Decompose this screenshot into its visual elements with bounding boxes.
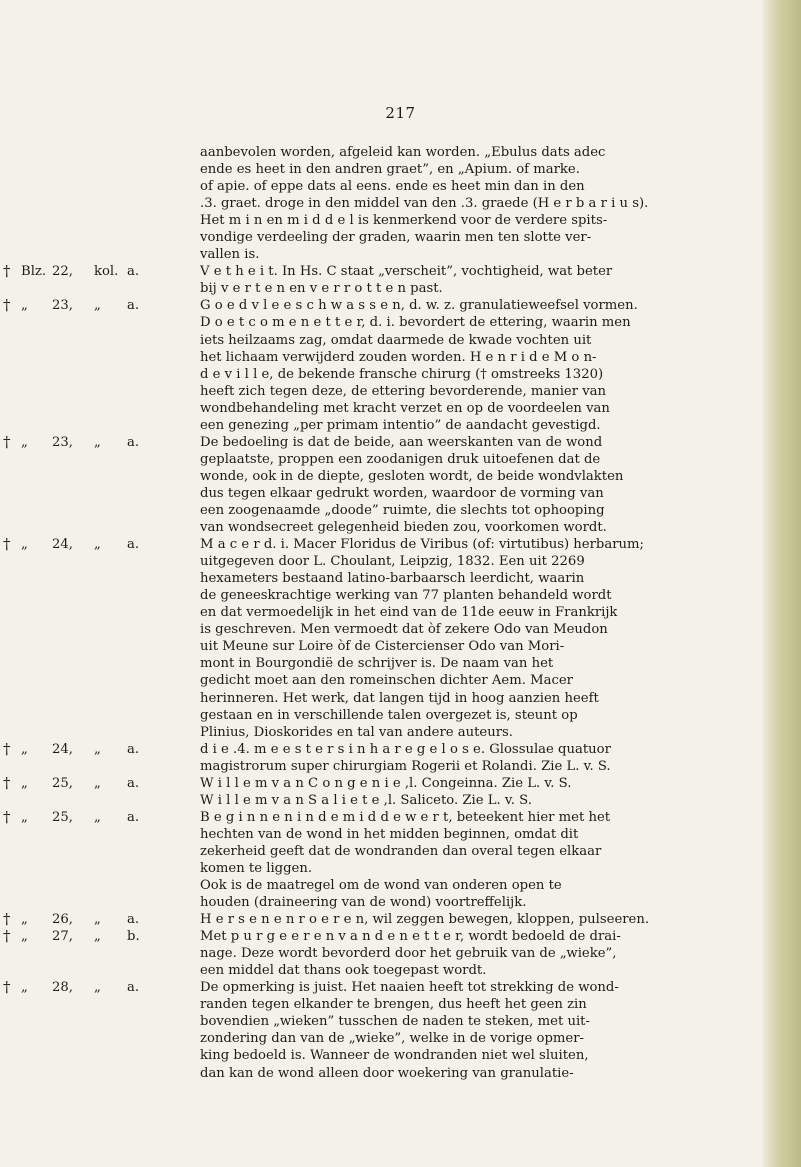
column-letter: b. [127,929,140,945]
text-line: gestaan en in verschillende talen overgezet is, steunt op [200,707,578,723]
column-ref: kol. [94,264,119,280]
text-line: uitgegeven door L. Choulant, Leipzig, 1832. Een uit 2269 [200,554,585,570]
column-letter: a. [127,775,140,791]
text-line: wonde, ook in de diepte, gesloten wordt, de beide wondvlakten [200,468,624,484]
text-line: randen tegen elkander te brengen, dus heeft het geen zin [200,997,587,1013]
dagger-mark: † [3,807,11,826]
text-line: G o e d v l e e s c h w a s s e n, d. w. z. granulatieweefsel vormen. [200,298,638,314]
column-ref: „ [94,980,101,996]
text-line: komen te liggen. [200,860,313,876]
page-ref: „ [21,537,28,553]
annotation-entry [200,144,742,263]
text-line: uit Meune sur Loire òf de Cistercienser Odo van Mori- [200,639,565,655]
column-letter: a. [127,980,140,996]
text-line: en dat vermoedelijk in het eind van de 11de eeuw in Frankrijk [200,605,618,621]
column-ref: „ [94,298,101,314]
text-line: houden (draineering van de wond) voortreffelijk. [200,895,527,911]
text-line: heeft zich tegen deze, de ettering bevorderende, manier van [200,383,607,399]
text-line: of apie. of eppe dats al eens. ende es heet min dan in den [200,179,585,195]
text-line: d i e .4. m e e s t e r s i n h a r e g e l o s e. Glossulae quatuor [200,741,611,757]
text-line: het lichaam verwijderd zouden worden. H e n r i d e M o n- [200,349,597,365]
page-ref: „ [21,912,28,928]
page-number: 217 [385,104,416,122]
annotation-entry [3,807,742,911]
text-line: De opmerking is juist. Het naaien heeft tot strekking de wond- [200,980,619,996]
annotation-entry [3,296,742,433]
text-line: D o e t c o m e n e t t e r, d. i. bevordert de ettering, waarin men [200,315,631,331]
text-line: mont in Bourgondië de schrijver is. De naam van het [200,656,554,672]
page-ref: „ [21,434,28,450]
text-line: bovendien „wieken” tusschen de naden te steken, met uit- [200,1014,590,1030]
column-ref: „ [94,775,101,791]
text-line: nage. Deze wordt bevorderd door het gebruik van de „wieke”, [200,946,617,962]
text-line: W i l l e m v a n C o n g e n i e ,l. Congeinna. Zie L. v. S. [200,775,572,791]
column-letter: a. [127,537,140,553]
page-number-ref: 27, [52,929,73,945]
text-line: d e v i l l e, de bekende fransche chirurg († omstreeks 1320) [200,366,604,382]
page-number-ref: 23, [52,434,73,450]
dagger-mark: † [3,978,11,997]
text-line: dus tegen elkaar gedrukt worden, waardoor de vorming van [200,485,604,501]
text-line: een genezing „per primam intentio” de aandacht gevestigd. [200,417,601,433]
text-line: is geschreven. Men vermoedt dat òf zekere Odo van Meudon [200,622,608,638]
page-ref: „ [21,809,28,825]
annotation-entry [3,432,742,536]
column-letter: a. [127,434,140,450]
text-line: Plinius, Dioskorides en tal van andere auteurs. [200,724,513,740]
text-line: V e t h e i t. In Hs. C staat „verscheit”, vochtigheid, wat beter [200,264,613,280]
text-line: king bedoeld is. Wanneer de wondranden niet wel sluiten, [200,1048,589,1064]
text-line: gedicht moet aan den romeinschen dichter Aem. Macer [200,673,573,689]
dagger-mark: † [3,910,11,929]
page-ref: „ [21,980,28,996]
page-number-ref: 24, [52,741,73,757]
text-line: H e r s e n e n r o e r e n, wil zeggen bewegen, kloppen, pulseeren. [200,912,650,928]
page-ref: „ [21,741,28,757]
annotation-entry [3,262,742,297]
dagger-mark: † [3,432,11,451]
page-number-ref: 24, [52,537,73,553]
text-line: vondige verdeeling der graden, waarin men ten slotte ver- [200,230,592,246]
page-number-ref: 26, [52,912,73,928]
column-letter: a. [127,809,140,825]
text-line: .3. graet. droge in den middel van den .3. graede (H e r b a r i u s). [200,196,649,212]
text-line: Ook is de maatregel om de wond van onderen open te [200,878,562,894]
column-letter: a. [127,298,140,314]
text-line: herinneren. Het werk, dat langen tijd in hoog aanzien heeft [200,690,599,706]
text-line: zekerheid geeft dat de wondranden dan overal tegen elkaar [200,843,602,859]
column-ref: „ [94,929,101,945]
dagger-mark: † [3,296,11,315]
annotation-entry [3,927,742,979]
page-number-ref: 25, [52,775,73,791]
text-line: De bedoeling is dat de beide, aan weerskanten van de wond [200,434,603,450]
text-line: iets heilzaams zag, omdat daarmede de kwade vochten uit [200,332,592,348]
annotation-entry [3,773,742,809]
page-ref: Blz. [21,264,47,280]
text-line: ende es heet in den andren graet”, en „Apium. of marke. [200,162,580,178]
page-ref: „ [21,298,28,314]
text-line: van wondsecreet gelegenheid bieden zou, voorkomen wordt. [200,520,607,536]
text-line: M a c e r d. i. Macer Floridus de Viribus (of: virtutibus) herbarum; [200,537,644,553]
page-number-ref: 22, [52,264,73,280]
dagger-mark: † [3,773,11,792]
text-line: W i l l e m v a n S a l i e t e ,l. Saliceto. Zie L. v. S. [200,792,532,808]
text-line: een middel dat thans ook toegepast wordt. [200,963,487,979]
text-line: zondering dan van de „wieke”, welke in de vorige opmer- [200,1031,584,1047]
dagger-mark: † [3,535,11,554]
text-line: B e g i n n e n i n d e m i d d e w e r t, beteekent hier met het [200,809,611,825]
page-ref: „ [21,775,28,791]
column-letter: a. [127,912,140,928]
dagger-mark: † [3,927,11,946]
column-ref: „ [94,434,101,450]
text-line: vallen is. [200,247,260,263]
text-line: hexameters bestaand latino-barbaarsch leerdicht, waarin [200,571,585,587]
column-ref: „ [94,537,101,553]
column-ref: „ [94,809,101,825]
text-line: magistrorum super chirurgiam Rogerii et Rolandi. Zie L. v. S. [200,758,611,774]
text-line: geplaatste, proppen een zoodanigen druk uitoefenen dat de [200,451,601,467]
annotations-body [0,144,760,1082]
page-number-ref: 25, [52,809,73,825]
column-ref: „ [94,741,101,757]
page-number-ref: 28, [52,980,73,996]
text-line: een zoogenaamde „doode” ruimte, die slechts tot ophooping [200,502,605,518]
text-line: aanbevolen worden, afgeleid kan worden. „Ebulus dats adec [200,145,606,160]
text-line: Met p u r g e e r e n v a n d e n e t t e r, wordt bedoeld de drai- [200,929,621,945]
dagger-mark: † [3,739,11,758]
column-ref: „ [94,912,101,928]
column-letter: a. [127,264,140,280]
text-line: wondbehandeling met kracht verzet en op de voordeelen van [200,400,610,416]
text-line: dan kan de wond alleen door woekering van granulatie- [200,1065,574,1081]
annotation-entry [3,535,742,741]
column-letter: a. [127,741,140,757]
annotation-entry [3,978,742,1081]
annotation-entry [3,910,742,929]
page-edge-shadow [763,0,801,1167]
text-line: bij v e r t e n en v e r r o t t e n past. [200,281,443,297]
page-number-ref: 23, [52,298,73,314]
page-ref: „ [21,929,28,945]
text-line: hechten van de wond in het midden beginnen, omdat dit [200,826,579,842]
text-line: Het m i n en m i d d e l is kenmerkend voor de verdere spits- [200,213,608,229]
text-line: de geneeskrachtige werking van 77 planten behandeld wordt [200,588,612,604]
dagger-mark: † [3,262,11,281]
annotation-entry [3,739,742,775]
